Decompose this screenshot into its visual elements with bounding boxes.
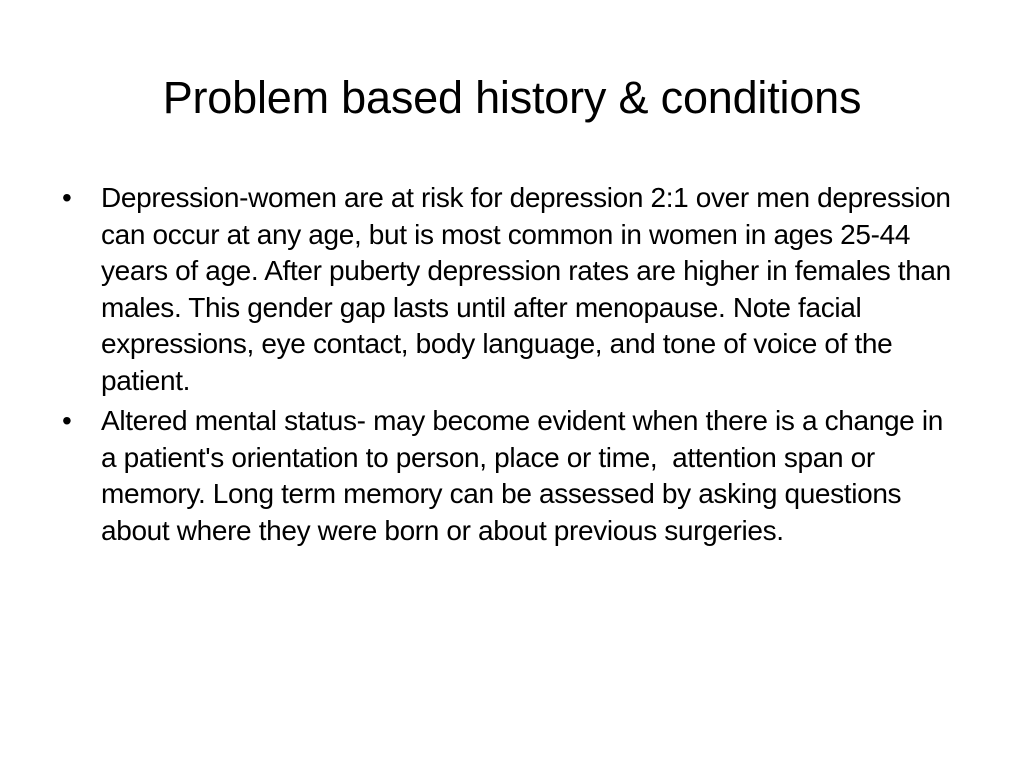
bullet-marker: • xyxy=(62,182,72,213)
bullet-list xyxy=(62,180,962,553)
bullet-item-altered-mental-status xyxy=(62,403,962,549)
slide-title: Problem based history & conditions xyxy=(162,72,862,123)
bullet-marker: • xyxy=(62,405,72,436)
bullet-text-depression: Depression-women are at risk for depression 2:1 over men depression can occur at any age, but is most common in women in ages 25-44 years of age. After puberty depression rates are higher in females than males. This gender gap lasts until after menopause. Note facial expressions, eye contact, body language, and tone of voice of the patient. xyxy=(101,182,959,396)
bullet-text-altered-mental-status: Altered mental status- may become evident when there is a change in a patient's orientation to person, place or time, attention span or memory. Long term memory can be assessed by asking questions about where they were born or about previous surgeries. xyxy=(101,405,951,546)
bullet-item-depression xyxy=(62,180,962,399)
